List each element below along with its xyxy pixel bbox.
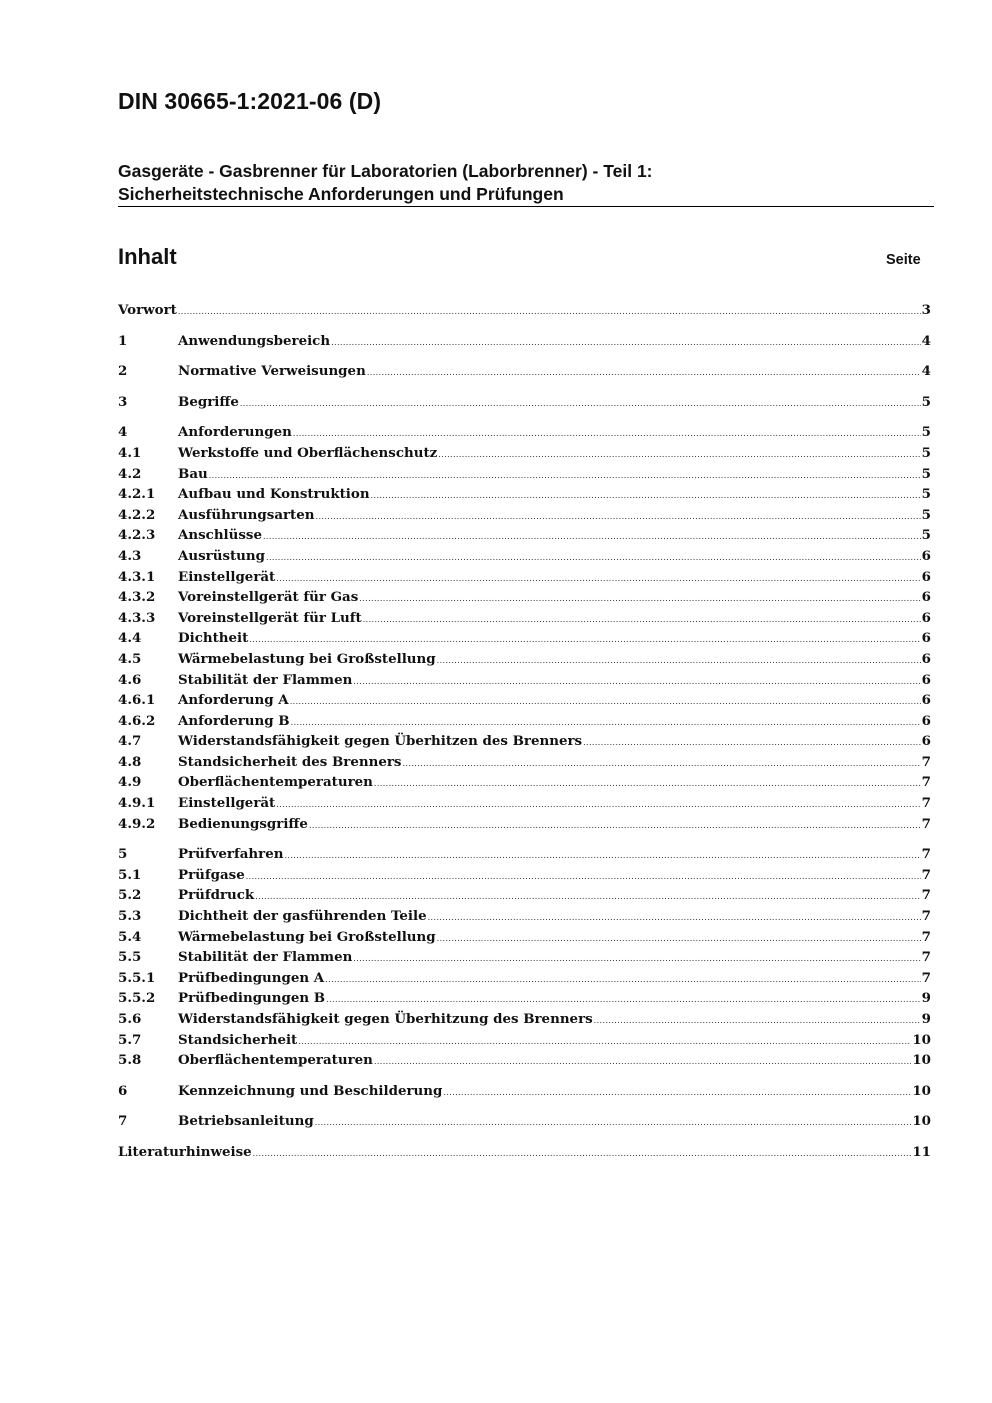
toc-entry[interactable] [118,610,931,631]
toc-entry-title: Einstellgerät [178,568,276,585]
toc-entry-number: 5 [118,846,128,863]
toc-dot-leader [209,471,921,480]
toc-dot-leader [437,656,921,665]
toc-entry-number: 5.2 [118,887,142,904]
toc-entry-page: 10 [912,1113,931,1130]
toc-page-column-label: Seite [886,252,921,268]
toc-dot-leader [249,635,920,644]
toc-entry-number: 4.2.2 [118,506,156,523]
toc-dot-leader [316,512,921,521]
toc-entry[interactable] [118,1113,931,1134]
document-title-line-1: Gasgeräte - Gasbrenner für Laboratorien (Laborbrenner) - Teil 1: [118,161,653,181]
toc-entry[interactable] [118,908,931,929]
toc-entry-title: Standsicherheit des Brenners [178,753,402,770]
toc-entry-page: 6 [921,630,931,647]
toc-entry-title: Anforderungen [178,424,292,441]
toc-entry-title: Stabilität der Flammen [178,949,353,966]
toc-entry-title: Anforderung A [178,692,289,709]
toc-entry[interactable] [118,990,931,1011]
toc-dot-leader [246,872,921,881]
toc-entry-page: 5 [921,527,931,544]
toc-entry-number: 5.3 [118,908,142,925]
toc-entry-number: 6 [118,1082,128,1099]
toc-entry-title: Werkstoffe und Oberflächenschutz [178,444,438,461]
toc-entry-number: 5.7 [118,1031,142,1048]
toc-entry-number: 4.1 [118,444,142,461]
toc-entry-number: 4.6.2 [118,712,156,729]
toc-entry-number: 4.9.1 [118,795,156,812]
toc-entry-number: 4.9 [118,774,142,791]
toc-entry[interactable] [118,363,931,384]
toc-entry-number: 5.1 [118,866,142,883]
toc-entry-title: Normative Verweisungen [178,363,366,380]
toc-entry-title: Anschlüsse [178,527,262,544]
toc-entry-number: 4 [118,424,128,441]
toc-dot-leader [178,307,921,316]
toc-entry[interactable] [118,754,931,775]
toc-entry-page: 7 [921,753,931,770]
toc-entry[interactable] [118,589,931,610]
toc-dot-leader [443,1088,911,1097]
toc-entry-title: Dichtheit [178,630,249,647]
toc-dot-leader [290,697,921,706]
toc-entry-page: 10 [912,1031,931,1048]
toc-entry-page: 11 [912,1143,931,1160]
toc-entry-page: 6 [921,589,931,606]
toc-dot-leader [309,821,921,830]
toc-entry[interactable] [118,527,931,548]
toc-dot-leader [263,532,921,541]
toc-entry-page: 7 [921,774,931,791]
toc-entry-number: 3 [118,393,128,410]
toc-entry-page: 7 [921,795,931,812]
toc-dot-leader [374,1057,911,1066]
toc-entry-title: Prüfverfahren [178,846,284,863]
toc-entry-number: 4.3.1 [118,568,156,585]
toc-entry-page: 6 [921,609,931,626]
toc-dot-leader [594,1016,921,1025]
toc-entry[interactable] [118,1032,931,1053]
toc-entry-number: 4.6 [118,671,142,688]
toc-entry-page: 10 [912,1052,931,1069]
toc-dot-leader [240,399,921,408]
toc-dot-leader [276,800,920,809]
toc-entry-page: 6 [921,712,931,729]
toc-entry[interactable] [118,692,931,713]
toc-dot-leader [367,368,921,377]
toc-dot-leader [438,450,920,459]
toc-entry-title: Standsicherheit [178,1031,298,1048]
toc-entry[interactable] [118,651,931,672]
toc-entry-page: 7 [921,815,931,832]
toc-dot-leader [353,677,920,686]
toc-entry-number: 4.2 [118,465,142,482]
document-title [118,160,934,206]
toc-entry-title: Widerstandsfähigkeit gegen Überhitzung des Brenners [178,1011,593,1027]
table-of-contents [118,302,931,1165]
toc-entry-page: 5 [921,465,931,482]
toc-entry-title: Vorwort [118,302,177,318]
toc-entry-page: 7 [921,949,931,966]
toc-dot-leader [331,338,921,347]
toc-entry-number: 4.6.1 [118,692,156,709]
toc-dot-leader [363,615,921,624]
toc-entry-title: Begriffe [178,393,239,410]
toc-entry-page: 9 [921,1011,931,1027]
toc-entry-title: Prüfgase [178,866,245,883]
toc-entry-title: Bedienungsgriffe [178,815,308,832]
toc-entry[interactable] [118,630,931,651]
toc-entry[interactable] [118,445,931,466]
toc-entry-title: Ausrüstung [178,547,266,564]
toc-entry-page: 6 [921,547,931,564]
toc-entry[interactable] [118,507,931,528]
toc-entry-title: Kennzeichnung und Beschilderung [178,1082,443,1099]
toc-entry-title: Prüfbedingungen B [178,990,326,1007]
toc-entry-number: 5.6 [118,1011,142,1027]
toc-dot-leader [353,954,920,963]
toc-entry-number: 4.3.2 [118,589,156,606]
toc-entry-title: Einstellgerät [178,795,276,812]
toc-entry-title: Oberflächentemperaturen [178,774,373,791]
toc-entry-title: Bau [178,465,208,482]
toc-entry[interactable] [118,733,931,754]
toc-dot-leader [266,553,921,562]
toc-entry[interactable] [118,1011,931,1032]
toc-entry-title: Literaturhinweise [118,1143,252,1160]
toc-entry[interactable] [118,949,931,970]
toc-entry[interactable] [118,1144,931,1165]
toc-entry[interactable] [118,846,931,867]
toc-entry-page: 7 [921,908,931,925]
toc-entry-number: 5.5.2 [118,990,156,1007]
toc-entry-number: 5.5 [118,949,142,966]
toc-entry-page: 7 [921,928,931,945]
toc-entry-page: 7 [921,969,931,986]
toc-entry[interactable] [118,302,931,323]
toc-entry-number: 7 [118,1113,128,1130]
toc-entry-page: 6 [921,650,931,667]
toc-dot-leader [437,934,921,943]
toc-entry-page: 5 [921,393,931,410]
toc-entry-title: Betriebsanleitung [178,1113,314,1130]
toc-entry-title: Voreinstellgerät für Luft [178,609,362,626]
toc-entry-number: 5.5.1 [118,969,156,986]
toc-entry-number: 4.3 [118,547,142,564]
toc-entry-number: 4.3.3 [118,609,156,626]
toc-entry[interactable] [118,713,931,734]
toc-entry-number: 4.7 [118,733,142,750]
toc-entry-title: Anforderung B [178,712,290,729]
document-id: DIN 30665-1:2021-06 (D) [118,88,382,114]
toc-entry-number: 4.2.1 [118,486,156,503]
toc-dot-leader [325,975,920,984]
toc-entry[interactable] [118,548,931,569]
toc-entry-number: 2 [118,363,128,380]
toc-entry-title: Ausführungsarten [178,506,315,523]
toc-entry-number: 5.8 [118,1052,142,1069]
toc-entry-page: 4 [921,363,931,380]
toc-dot-leader [298,1037,911,1046]
toc-entry-title: Stabilität der Flammen [178,671,353,688]
toc-entry[interactable] [118,774,931,795]
toc-entry-number: 1 [118,332,128,349]
toc-dot-leader [293,429,921,438]
toc-entry-page: 6 [921,733,931,750]
toc-entry-page: 6 [921,568,931,585]
toc-entry-page: 5 [921,444,931,461]
toc-dot-leader [276,574,920,583]
toc-dot-leader [284,851,920,860]
toc-entry-title: Widerstandsfähigkeit gegen Überhitzen des Brenners [178,733,583,750]
toc-entry[interactable] [118,970,931,991]
toc-entry[interactable] [118,795,931,816]
document-title-line-2: Sicherheitstechnische Anforderungen und Prüfungen [118,184,564,204]
toc-entry[interactable] [118,887,931,908]
toc-entry[interactable] [118,394,931,415]
toc-entry-title: Aufbau und Konstruktion [178,486,370,503]
toc-entry-page: 6 [921,671,931,688]
toc-entry-number: 4.2.3 [118,527,156,544]
toc-entry-number: 4.5 [118,650,142,667]
toc-dot-leader [315,1118,912,1127]
toc-entry-title: Wärmebelastung bei Großstellung [178,650,436,667]
toc-entry[interactable] [118,333,931,354]
toc-dot-leader [253,1149,912,1158]
toc-heading: Inhalt [118,244,177,269]
toc-entry-page: 3 [921,302,931,318]
toc-entry-number: 4.4 [118,630,142,647]
toc-dot-leader [402,759,920,768]
toc-dot-leader [583,738,921,747]
toc-entry-page: 5 [921,424,931,441]
toc-entry-title: Voreinstellgerät für Gas [178,589,359,606]
toc-entry-page: 9 [921,990,931,1007]
toc-entry-title: Wärmebelastung bei Großstellung [178,928,436,945]
toc-entry[interactable] [118,569,931,590]
toc-dot-leader [326,995,921,1004]
toc-entry[interactable] [118,466,931,487]
toc-entry[interactable] [118,1083,931,1104]
toc-dot-leader [374,779,921,788]
toc-dot-leader [255,892,920,901]
toc-entry[interactable] [118,816,931,837]
toc-entry[interactable] [118,1052,931,1073]
toc-entry-title: Prüfdruck [178,887,255,904]
toc-entry[interactable] [118,424,931,445]
toc-entry-page: 5 [921,486,931,503]
toc-entry-page: 5 [921,506,931,523]
toc-dot-leader [291,718,921,727]
toc-dot-leader [371,491,921,500]
toc-entry[interactable] [118,672,931,693]
toc-entry-page: 7 [921,887,931,904]
toc-entry-title: Anwendungsbereich [178,332,331,349]
toc-entry-page: 7 [921,846,931,863]
toc-entry[interactable] [118,867,931,888]
toc-entry-number: 4.9.2 [118,815,156,832]
toc-dot-leader [359,594,920,603]
title-divider [118,206,934,207]
toc-entry-page: 7 [921,866,931,883]
toc-entry-page: 6 [921,692,931,709]
toc-entry-page: 10 [912,1082,931,1099]
toc-entry[interactable] [118,486,931,507]
toc-entry-title: Prüfbedingungen A [178,969,325,986]
toc-entry-title: Dichtheit der gasführenden Teile [178,908,427,925]
toc-dot-leader [428,913,921,922]
toc-entry[interactable] [118,929,931,950]
toc-entry-number: 4.8 [118,753,142,770]
toc-entry-number: 5.4 [118,928,142,945]
toc-entry-title: Oberflächentemperaturen [178,1052,373,1069]
toc-entry-page: 4 [921,332,931,349]
